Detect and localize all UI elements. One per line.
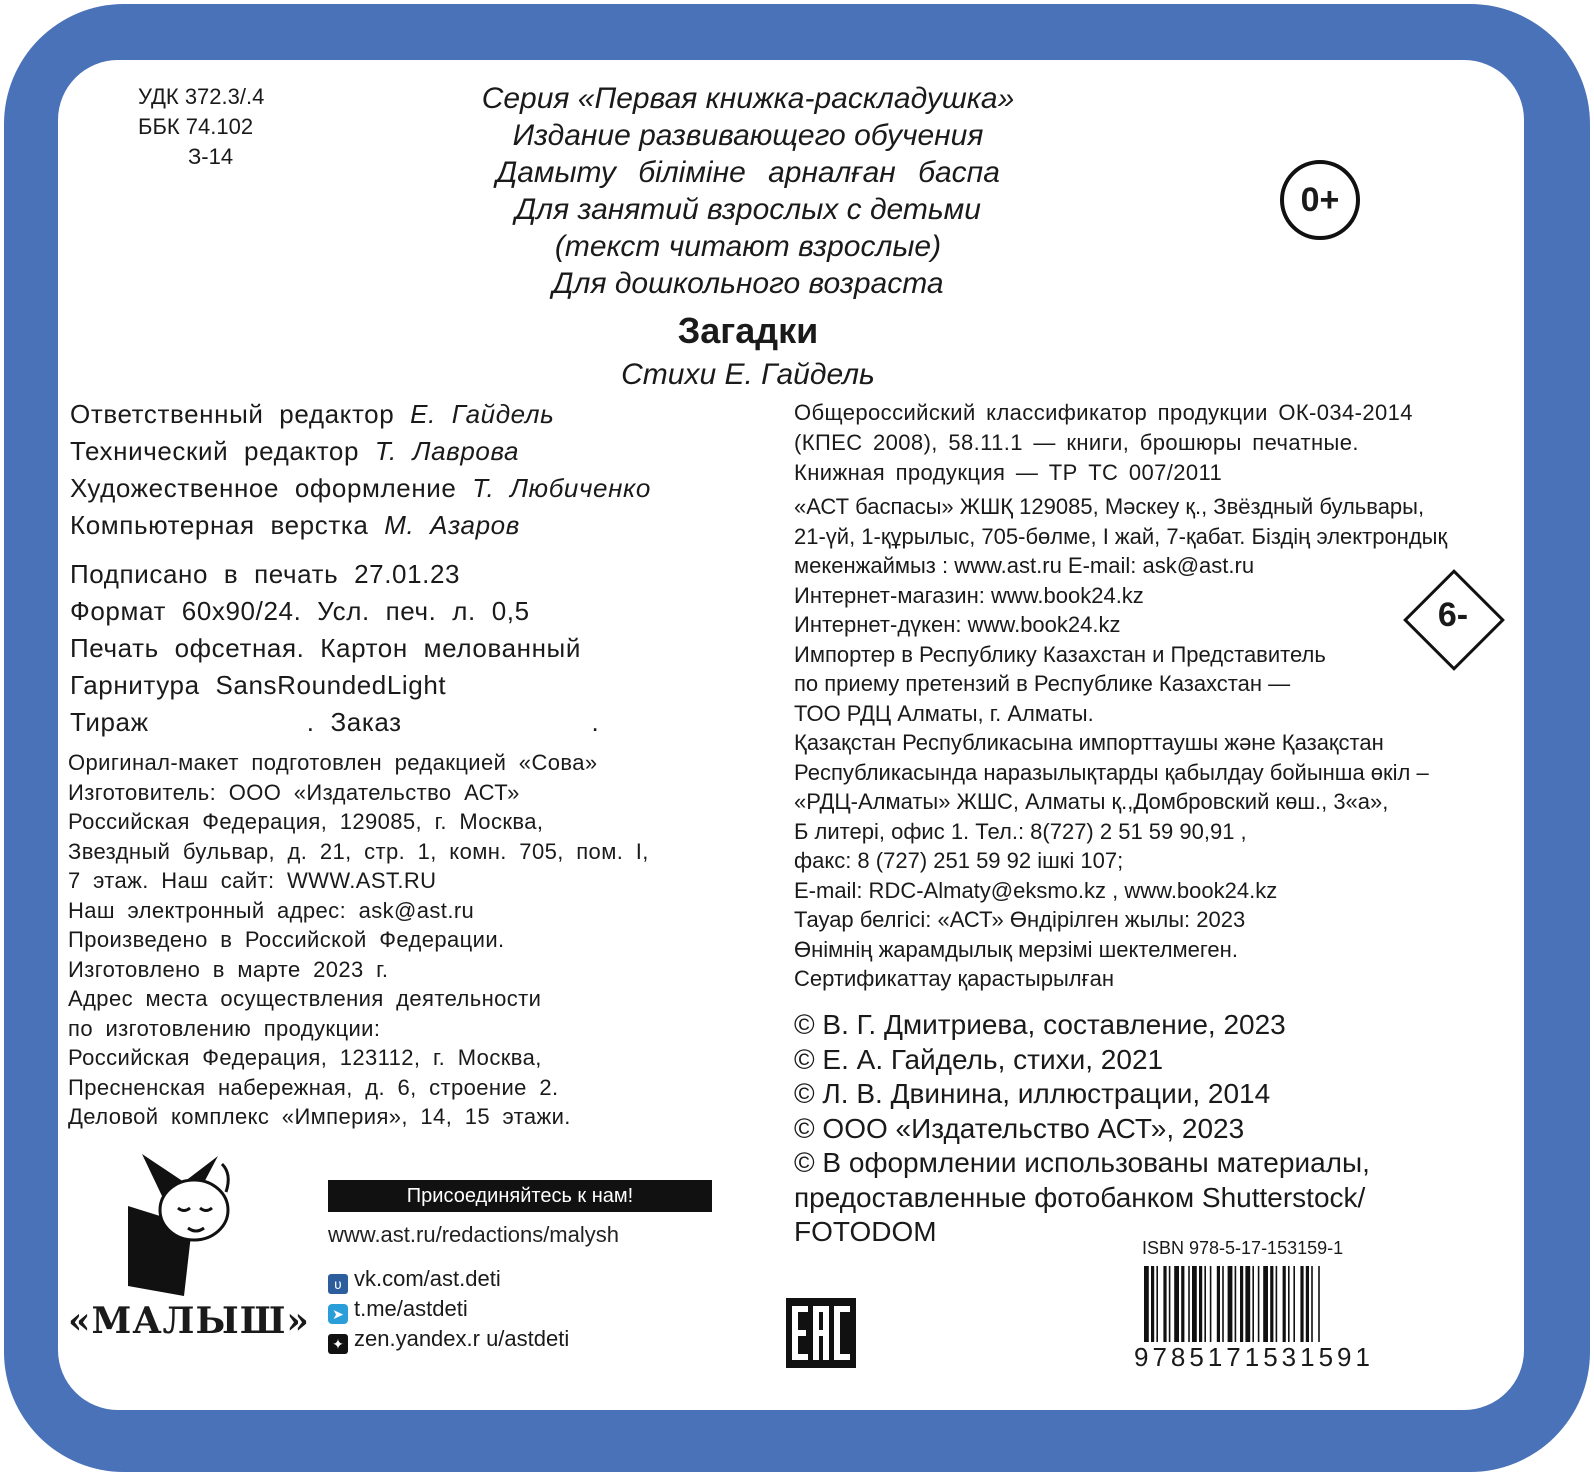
book-title: Загадки bbox=[677, 310, 819, 351]
origin-line: Российская Федерация, 129085, г. Москва, bbox=[68, 809, 544, 834]
copyright-line: © Е. А. Гайдель, стихи, 2021 bbox=[794, 1043, 1164, 1075]
age-rating-kz: 6- bbox=[1437, 596, 1469, 634]
copyright-line: FOTODOM bbox=[794, 1216, 937, 1247]
imprint-panel bbox=[58, 60, 1524, 1410]
kz-line: 21-үй, 1-құрылыс, 705-бөлме, I жай, 7-қабат. Біздің электрондық bbox=[794, 523, 1448, 549]
origin-line: Произведено в Российской Федерации. bbox=[68, 927, 505, 952]
staff-row bbox=[70, 507, 651, 544]
barcode-number: 9785171531591 bbox=[1130, 1342, 1378, 1373]
origin-line: Пресненская набережная, д. 6, строение 2. bbox=[68, 1074, 559, 1100]
print-line: Подписано в печать 27.01.23 bbox=[70, 559, 461, 589]
origin-line: Наш электронный адрес: ask@ast.ru bbox=[68, 897, 475, 923]
origin-line: Адрес места осуществления деятельности bbox=[68, 986, 542, 1011]
origin-line: Звездный бульвар, д. 21, стр. 1, комн. 705, пом. I, bbox=[68, 838, 649, 864]
social-label: t.me/astdeti bbox=[354, 1296, 468, 1321]
series-line: (текст читают взрослые) bbox=[554, 230, 942, 263]
staff-name: М. Азаров bbox=[384, 510, 520, 540]
kz-line: Тауар белгісі: «АСТ» Өндірілген жылы: 2023 bbox=[794, 907, 1246, 932]
series-line: Для занятий взрослых с детьми bbox=[515, 193, 981, 226]
classifier-info bbox=[794, 398, 1413, 488]
zen-icon: ✦ bbox=[328, 1334, 348, 1354]
join-banner: Присоединяйтесь к нам! bbox=[328, 1180, 712, 1212]
classifier-line: Общероссийский классификатор продукции ОК-034-2014 bbox=[794, 400, 1413, 425]
origin-line: Изготовитель: ООО «Издательство АСТ» bbox=[68, 779, 520, 805]
origin-line: 7 этаж. Наш сайт: WWW.AST.RU bbox=[68, 868, 437, 893]
social-link-telegram[interactable] bbox=[328, 1294, 569, 1324]
kz-line: факс: 8 (727) 251 59 92 ішкі 107; bbox=[794, 848, 1124, 873]
kz-line: «АСТ баспасы» ЖШҚ 129085, Мәскеу қ., Звёздный бульвары, bbox=[794, 494, 1425, 519]
isbn-label: ISBN 978-5-17-153159-1 bbox=[1142, 1238, 1344, 1258]
print-info bbox=[70, 556, 599, 741]
print-line: Гарнитура SansRoundedLight bbox=[70, 670, 447, 700]
series-line: Для дошкольного возраста bbox=[552, 267, 944, 300]
bbk-code: ББК 74.102 bbox=[138, 114, 254, 139]
eac-mark-icon bbox=[786, 1298, 856, 1368]
origin-line: Российская Федерация, 123112, г. Москва, bbox=[68, 1045, 542, 1070]
kz-line: Интернет-магазин: www.book24.kz bbox=[794, 582, 1144, 608]
origin-line: Оригинал-макет подготовлен редакцией «Сова» bbox=[68, 750, 598, 775]
staff-role: Компьютерная верстка bbox=[70, 510, 369, 540]
redaction-link[interactable]: www.ast.ru/redactions/malysh bbox=[328, 1222, 619, 1247]
staff-role: Художественное оформление bbox=[70, 473, 457, 503]
series-line: Серия «Первая книжка-раскладушка» bbox=[481, 82, 1015, 115]
origin-info bbox=[68, 748, 649, 1132]
social-link-zen[interactable] bbox=[328, 1324, 569, 1354]
series-block bbox=[398, 80, 1098, 302]
staff-row bbox=[70, 433, 651, 470]
staff-name: Е. Гайдель bbox=[410, 399, 555, 429]
malysh-logo-text: «МАЛЫШ» bbox=[68, 1300, 310, 1342]
copyright-line: © В. Г. Дмитриева, составление, 2023 bbox=[794, 1009, 1286, 1040]
classification-codes bbox=[138, 82, 264, 172]
print-line: Формат 60x90/24. Усл. печ. л. 0,5 bbox=[70, 596, 530, 626]
staff-role: Ответственный редактор bbox=[70, 399, 395, 429]
kz-line: ТОО РДЦ Алматы, г. Алматы. bbox=[794, 700, 1094, 726]
copyright-line: предоставленные фотобанком Shutterstock/ bbox=[794, 1181, 1366, 1213]
age-rating-badge: 0+ bbox=[1280, 160, 1360, 240]
kz-line: по приему претензий в Республике Казахстан — bbox=[794, 671, 1291, 696]
print-line: Тираж . Заказ . bbox=[70, 707, 600, 737]
copyright-line: © ООО «Издательство АСТ», 2023 bbox=[794, 1112, 1245, 1144]
copyright-line: © Л. В. Двинина, иллюстрации, 2014 bbox=[794, 1078, 1271, 1109]
kz-line: Интернет-дүкен: www.book24.kz bbox=[794, 612, 1121, 637]
origin-line: Изготовлено в марте 2023 г. bbox=[68, 956, 389, 982]
staff-name: Т. Любиченко bbox=[472, 473, 651, 503]
classifier-line: (КПЕС 2008), 58.11.1 — книги, брошюры печатные. bbox=[794, 430, 1359, 455]
kz-line: Импортер в Республику Казахстан и Представитель bbox=[794, 641, 1326, 667]
origin-line: по изготовлению продукции: bbox=[68, 1015, 381, 1041]
kz-line: мекенжаймыз : www.ast.ru E-mail: ask@ast.ru bbox=[794, 553, 1255, 578]
kz-line: «РДЦ-Алматы» ЖШС, Алматы қ.,Домбровский көш., 3«а», bbox=[794, 789, 1389, 814]
social-label: zen.yandex.r u/astdeti bbox=[354, 1326, 570, 1351]
udk-code: УДК 372.3/.4 bbox=[138, 84, 265, 109]
kz-line: Республикасында наразылықтарды қабылдау бойынша өкіл – bbox=[794, 759, 1429, 785]
kz-line: E-mail: RDC-Almaty@eksmo.kz , www.book24.kz bbox=[794, 877, 1278, 903]
staff-list bbox=[70, 396, 651, 544]
social-label: vk.com/ast.deti bbox=[354, 1266, 501, 1291]
print-line: Печать офсетная. Картон мелованный bbox=[70, 633, 581, 663]
copyright-block bbox=[794, 1008, 1370, 1250]
social-link-vk[interactable] bbox=[328, 1264, 569, 1294]
staff-row bbox=[70, 470, 651, 507]
series-line: Издание развивающего обучения bbox=[512, 119, 984, 152]
kz-line: Өнімнің жарамдылық мерзімі шектелмеген. bbox=[794, 936, 1238, 962]
kz-line: Қазақстан Республикасына импорттаушы және Қазақстан bbox=[794, 730, 1384, 755]
copyright-line: © В оформлении использованы материалы, bbox=[794, 1147, 1370, 1178]
origin-line: Деловой комплекс «Империя», 14, 15 этажи. bbox=[68, 1104, 571, 1129]
book-subtitle: Стихи Е. Гайдель bbox=[621, 358, 875, 391]
kz-line: Сертификаттау қарастырылған bbox=[794, 966, 1115, 991]
vk-icon: ʋ bbox=[328, 1274, 348, 1294]
classifier-line: Книжная продукция — ТР ТС 007/2011 bbox=[794, 460, 1223, 485]
staff-name: Т. Лаврова bbox=[374, 436, 520, 466]
social-links bbox=[328, 1264, 569, 1354]
staff-role: Технический редактор bbox=[70, 436, 360, 466]
telegram-icon: ➤ bbox=[328, 1304, 348, 1324]
author-sign: З-14 bbox=[188, 144, 234, 169]
malysh-logo-icon bbox=[122, 1146, 242, 1296]
staff-row bbox=[70, 396, 651, 433]
kazakhstan-info bbox=[794, 492, 1447, 994]
series-line: Дамыту біліміне арналған баспа bbox=[496, 156, 1000, 189]
kz-line: Б литері, офис 1. Тел.: 8(727) 2 51 59 90,91 , bbox=[794, 818, 1247, 844]
